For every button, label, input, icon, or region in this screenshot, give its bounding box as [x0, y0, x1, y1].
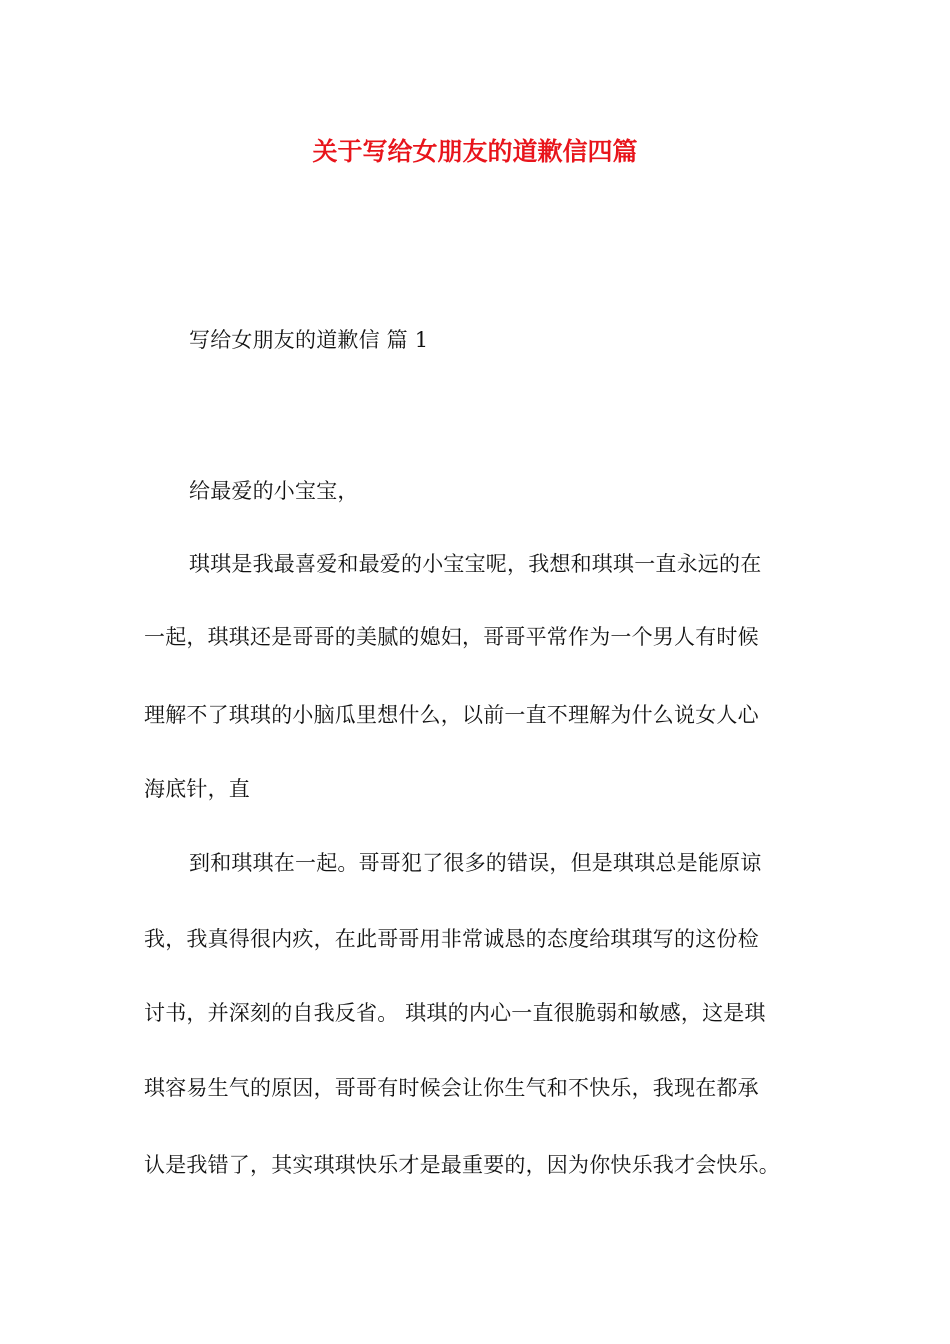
paragraph-line: 琪容易生气的原因，哥哥有时候会让你生气和不快乐，我现在都承 — [144, 1076, 759, 1100]
paragraph-line: 到和琪琪在一起。哥哥犯了很多的错误，但是琪琪总是能原谅 — [189, 851, 762, 875]
paragraph-line: 我，我真得很内疚，在此哥哥用非常诚恳的态度给琪琪写的这份检 — [144, 927, 759, 951]
salutation-line: 给最爱的小宝宝， — [189, 479, 359, 503]
paragraph-line: 海底针，直 — [144, 777, 250, 801]
document-title: 关于写给女朋友的道歉信四篇 — [312, 137, 638, 166]
paragraph-line: 一起，琪琪还是哥哥的美腻的媳妇，哥哥平常作为一个男人有时候 — [144, 625, 759, 649]
paragraph-line: 认是我错了，其实琪琪快乐才是最重要的，因为你快乐我才会快乐。 — [144, 1153, 780, 1177]
section-heading: 写给女朋友的道歉信 篇 1 — [189, 328, 429, 352]
paragraph-line: 讨书，并深刻的自我反省。 琪琪的内心一直很脆弱和敏感，这是琪 — [144, 1001, 766, 1025]
paragraph-line: 琪琪是我最喜爱和最爱的小宝宝呢，我想和琪琪一直永远的在 — [189, 552, 762, 576]
paragraph-line: 理解不了琪琪的小脑瓜里想什么，以前一直不理解为什么说女人心 — [144, 703, 759, 727]
